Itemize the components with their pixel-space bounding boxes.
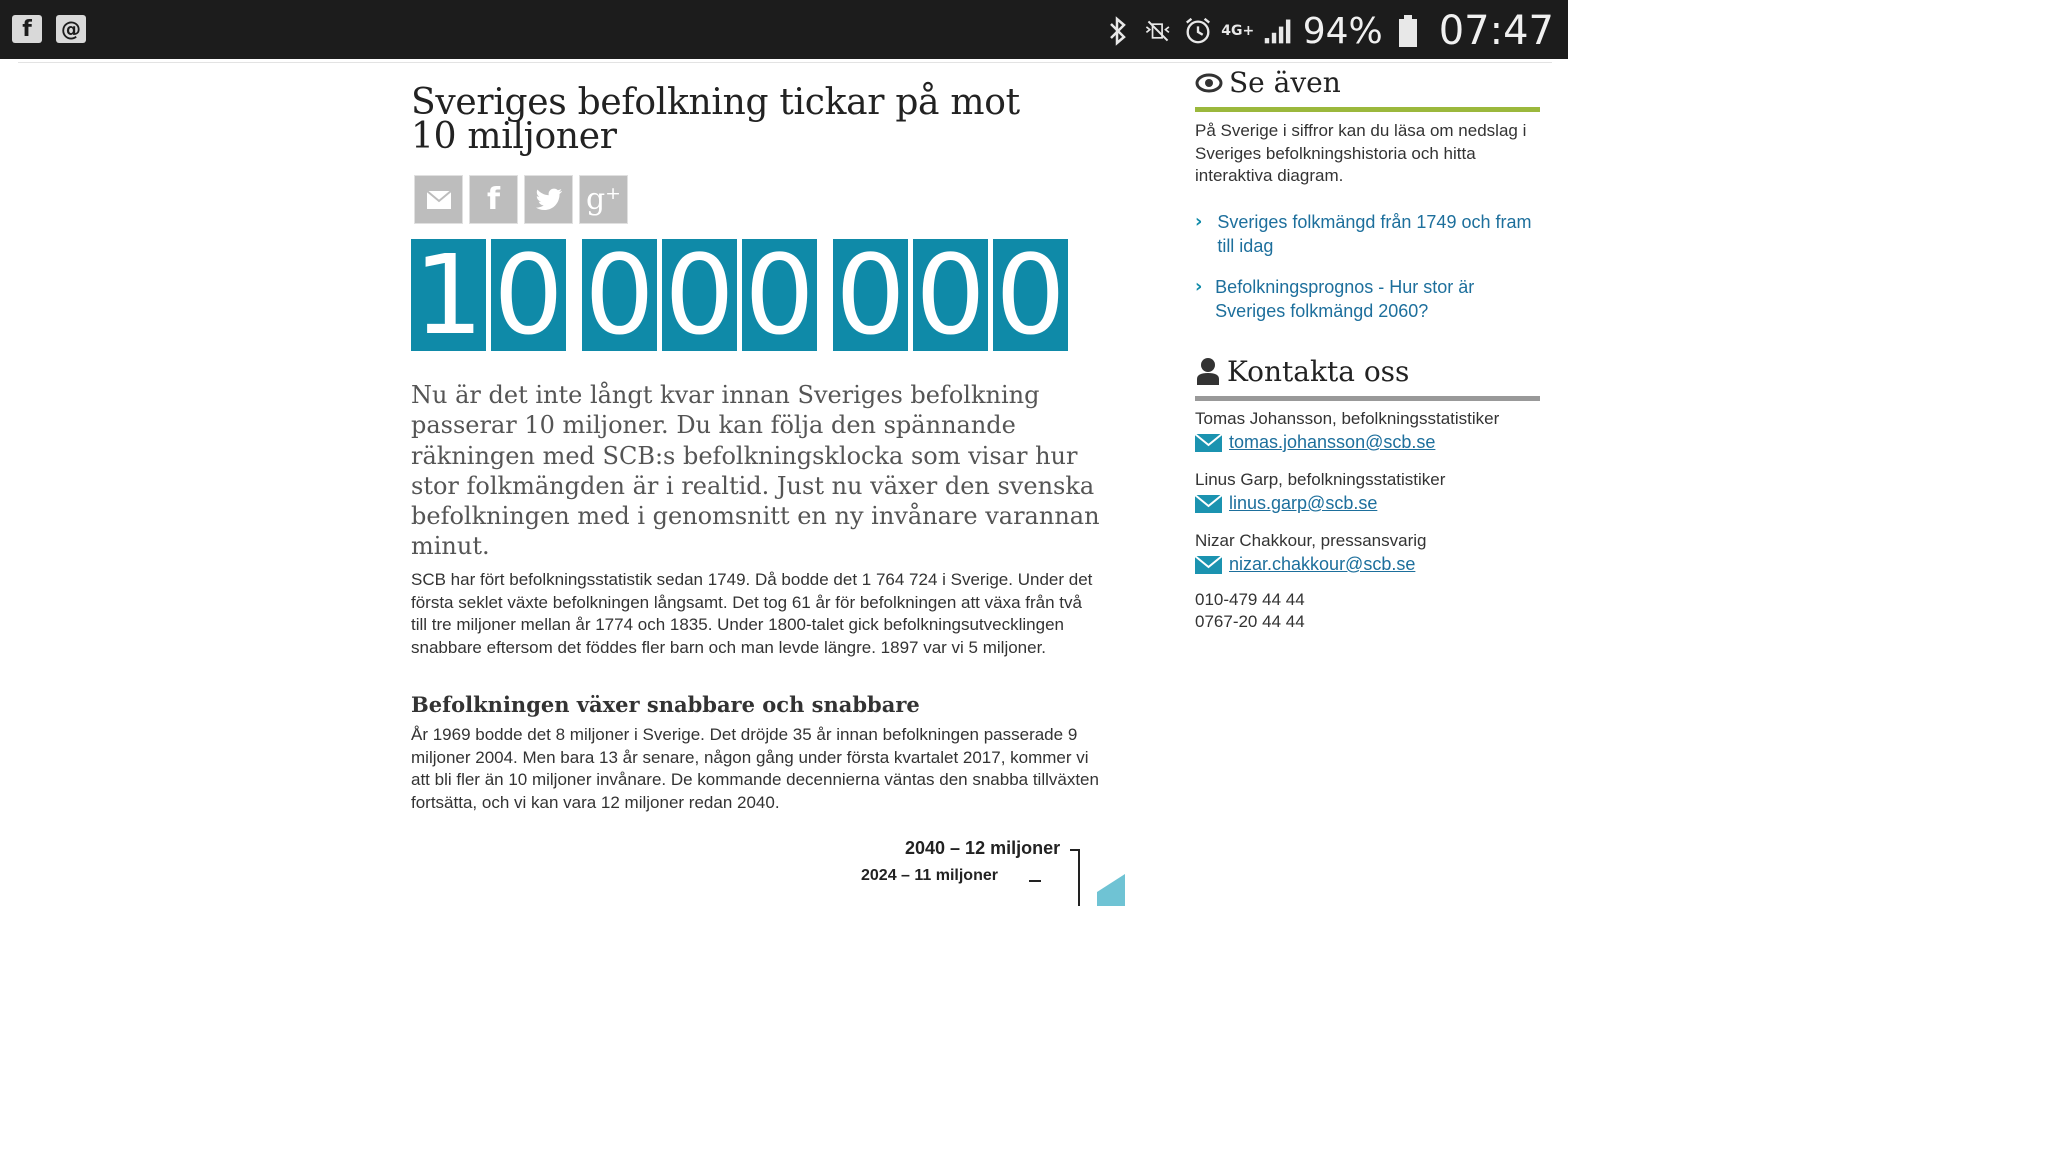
battery-percent: 94% xyxy=(1302,10,1383,52)
contact-item xyxy=(1195,407,1540,455)
counter-digit: 0 xyxy=(993,239,1068,351)
population-counter xyxy=(411,231,1068,359)
divider xyxy=(1195,396,1540,401)
phone-number: 0767-20 44 44 xyxy=(1195,612,1305,631)
article xyxy=(411,80,1101,884)
person-icon xyxy=(1195,357,1221,385)
see-also-links xyxy=(1195,210,1540,323)
see-also-heading: Se även xyxy=(1195,66,1540,99)
graph-label: 2040 – 12 miljoner xyxy=(905,838,1061,858)
google-plus-icon: g⁺ xyxy=(585,182,622,217)
alarm-icon xyxy=(1183,11,1213,51)
envelope-icon xyxy=(1195,494,1223,514)
contact-name: Tomas Johansson, befolkningsstatistiker xyxy=(1195,408,1500,428)
link-folkmangd-history[interactable]: Sveriges folkmängd från 1749 och fram till idag xyxy=(1217,211,1532,256)
counter-digit: 1 xyxy=(411,239,486,351)
contact-email-link[interactable]: linus.garp@scb.se xyxy=(1229,493,1378,513)
contact-item xyxy=(1195,529,1540,577)
divider xyxy=(18,62,1552,63)
lead-paragraph: Nu är det inte långt kvar innan Sveriges befolkning passerar 10 miljoner. Du kan följa den spännande räkningen med SCB:s befolkningsklocka som visar hur stor folkmängden är i realtid. Just nu växer den svenska befolkningen med i genomsnitt en ny invånare varannan minut. xyxy=(411,381,1100,561)
counter-digit: 0 xyxy=(662,239,737,351)
email-at-icon: @ xyxy=(56,15,86,43)
graph-label: 2024 – 11 miljoner xyxy=(861,867,998,884)
counter-digit: 0 xyxy=(833,239,908,351)
share-googleplus-button[interactable] xyxy=(579,175,628,224)
clock: 07:47 xyxy=(1438,8,1554,54)
share-twitter-button[interactable] xyxy=(524,175,573,224)
share-facebook-button[interactable] xyxy=(469,175,518,224)
envelope-icon xyxy=(1195,555,1223,575)
chevron-right-icon: › xyxy=(1195,275,1203,297)
network-4g-icon: 4G+ xyxy=(1221,23,1255,39)
envelope-icon xyxy=(426,190,452,210)
battery-icon xyxy=(1393,11,1423,51)
list-item xyxy=(1195,275,1540,323)
contact-heading: Kontakta oss xyxy=(1195,355,1540,388)
population-graphic xyxy=(861,836,1131,896)
twitter-icon xyxy=(535,188,563,212)
envelope-icon xyxy=(1195,433,1223,453)
sidebar xyxy=(1195,66,1540,634)
counter-digit: 0 xyxy=(582,239,657,351)
counter-digit: 0 xyxy=(913,239,988,351)
page-title: Sveriges befolkning tickar på mot 10 miljoner xyxy=(411,82,1020,157)
body-paragraph: År 1969 bodde det 8 miljoner i Sverige. Det dröjde 35 år innan befolkningen passerade 9 miljoner 2004. Men bara 13 år senare, någon gång under första kvartalet 2017, kommer vi att bli fler än 10 miljoner invånare. De kommande decennierna väntas den snabba tillväxten fortsätta, och vi kan vara 12 miljoner redan 2040. xyxy=(411,725,1099,812)
bluetooth-icon xyxy=(1103,11,1133,51)
vibrate-mute-icon xyxy=(1143,11,1173,51)
share-email-button[interactable] xyxy=(414,175,463,224)
contact-name: Nizar Chakkour, pressansvarig xyxy=(1195,530,1427,550)
see-also-text: På Sverige i siffror kan du läsa om nedslag i Sveriges befolkningshistoria och hitta interaktiva diagram. xyxy=(1195,121,1527,185)
phone-numbers xyxy=(1195,589,1540,634)
contact-email-link[interactable]: tomas.johansson@scb.se xyxy=(1229,432,1436,452)
status-bar xyxy=(0,0,1568,59)
eye-icon xyxy=(1195,72,1223,94)
contact-email-link[interactable]: nizar.chakkour@scb.se xyxy=(1229,554,1416,574)
signal-icon xyxy=(1263,11,1293,51)
contact-name: Linus Garp, befolkningsstatistiker xyxy=(1195,469,1446,489)
share-bar xyxy=(414,175,628,224)
phone-number: 010-479 44 44 xyxy=(1195,589,1305,609)
facebook-icon: f xyxy=(12,15,42,43)
list-item xyxy=(1195,210,1540,258)
section-heading: Befolkningen växer snabbare och snabbare xyxy=(411,692,920,717)
body-paragraph: SCB har fört befolkningsstatistik sedan 1749. Då bodde det 1 764 724 i Sverige. Under det första seklet växte befolkningen långsamt. Det tog 61 år för befolkningen att växa från två till tre miljoner mellan år 1774 och 1835. Under 1800-talet gick befolkningsutvecklingen snabbare eftersom det föddes fler barn och man levde längre. 1897 var vi 5 miljoner. xyxy=(411,570,1093,657)
link-befolkningsprognos[interactable]: Befolkningsprognos - Hur stor är Sveriges folkmängd 2060? xyxy=(1215,276,1475,321)
contact-item xyxy=(1195,468,1540,516)
chevron-right-icon: › xyxy=(1195,210,1203,232)
counter-digit: 0 xyxy=(491,239,566,351)
divider xyxy=(1195,107,1540,112)
counter-digit: 0 xyxy=(742,239,817,351)
graph-lines xyxy=(861,836,1131,906)
facebook-icon: f xyxy=(486,182,501,217)
